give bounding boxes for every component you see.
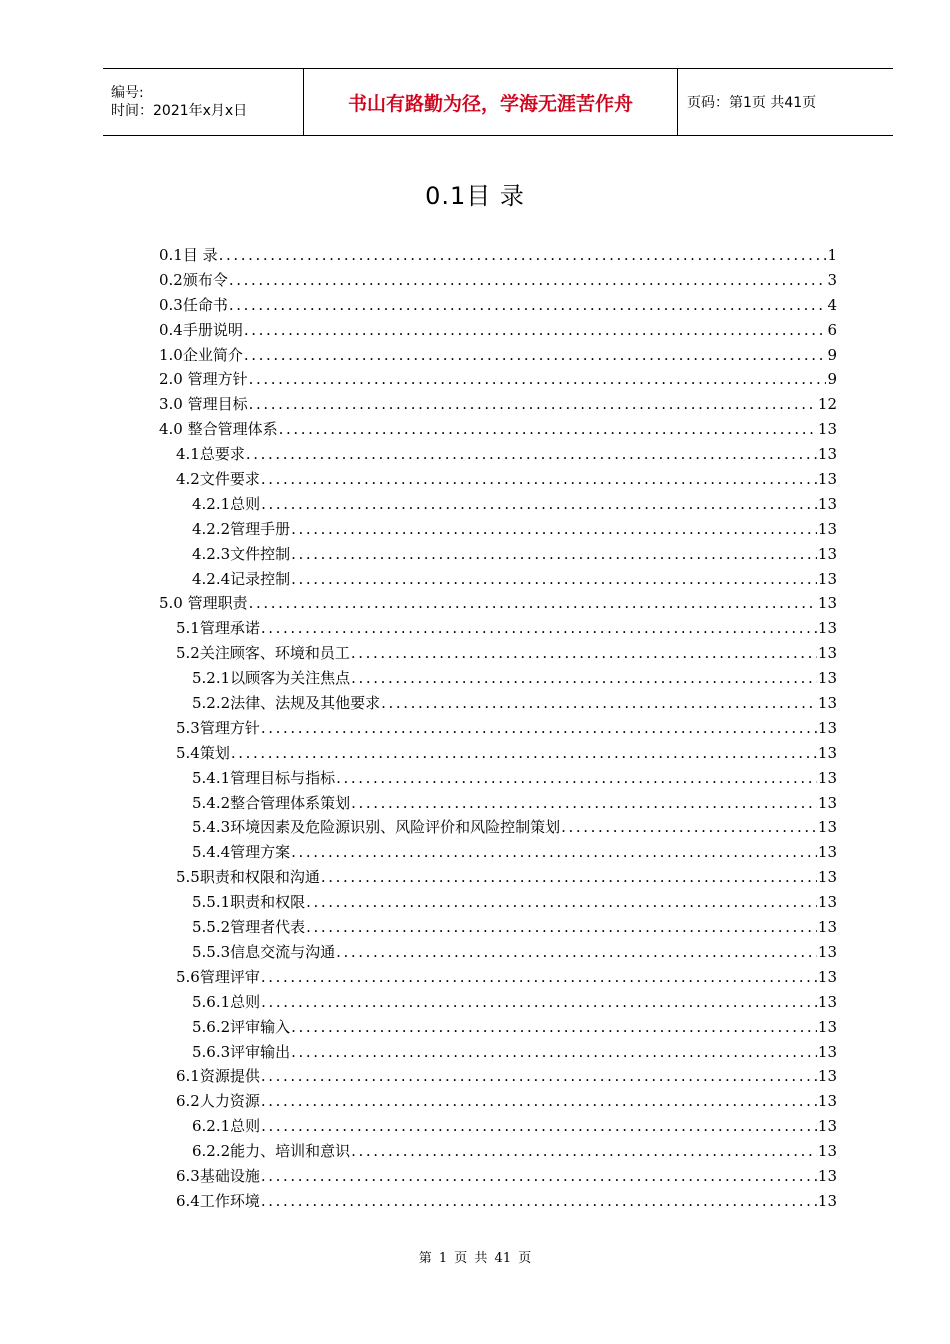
toc-entry-label: 5.6.3评审输出 [192, 1042, 291, 1061]
toc-dot-leader [261, 1167, 817, 1185]
toc-entry-label: 5.5.3信息交流与沟通 [192, 942, 336, 961]
toc-dot-leader [561, 818, 817, 836]
toc-dot-leader [229, 271, 827, 289]
toc-entry-page: 13 [817, 619, 837, 638]
toc-entry[interactable] [159, 891, 837, 916]
toc-entry-page: 13 [817, 992, 837, 1011]
toc-entry-page: 13 [817, 1067, 837, 1086]
toc-dot-leader [351, 794, 817, 812]
toc-entry-page: 13 [817, 942, 837, 961]
toc-dot-leader [306, 918, 817, 936]
toc-entry-page: 6 [827, 320, 837, 339]
toc-entry[interactable] [159, 717, 837, 742]
toc-entry-page: 13 [817, 868, 837, 887]
toc-entry-label: 1.0企业简介 [159, 345, 243, 364]
toc-dot-leader [279, 420, 817, 438]
toc-entry-label: 5.4策划 [176, 743, 230, 762]
toc-entry[interactable] [159, 543, 837, 568]
toc-entry-page: 12 [817, 395, 837, 414]
toc-entry[interactable] [159, 443, 837, 468]
toc-dot-leader [229, 296, 827, 314]
toc-dot-leader [231, 744, 817, 762]
toc-entry-label: 5.6.1总则 [192, 992, 261, 1011]
toc-entry-label: 5.4.2整合管理体系策划 [192, 793, 351, 812]
toc-entry-page: 13 [817, 694, 837, 713]
toc-dot-leader [261, 968, 817, 986]
toc-entry-label: 6.2.1总则 [192, 1117, 261, 1136]
toc-entry-label: 6.4工作环境 [176, 1191, 260, 1210]
toc-entry-label: 4.0 整合管理体系 [159, 420, 278, 439]
toc-entry-label: 4.2.1总则 [192, 494, 261, 513]
toc-entry-label: 4.1总要求 [176, 445, 245, 464]
toc-entry-label: 5.6.2评审输入 [192, 1017, 291, 1036]
toc-entry-page: 13 [817, 1017, 837, 1036]
toc-dot-leader [261, 495, 817, 513]
toc-entry-page: 13 [817, 818, 837, 837]
toc-entry[interactable] [159, 841, 837, 866]
toc-entry[interactable] [159, 916, 837, 941]
toc-entry-label: 4.2.3文件控制 [192, 544, 291, 563]
toc-entry-page: 13 [817, 644, 837, 663]
toc-entry[interactable] [159, 667, 837, 692]
toc-dot-leader [336, 943, 817, 961]
toc-entry[interactable] [159, 1190, 837, 1215]
toc-entry[interactable] [159, 269, 837, 294]
toc-entry-page: 13 [817, 743, 837, 762]
toc-entry-label: 6.2人力资源 [176, 1092, 260, 1111]
toc-entry-label: 3.0 管理目标 [159, 395, 248, 414]
toc-dot-leader [246, 445, 817, 463]
toc-entry-page: 13 [817, 1092, 837, 1111]
toc-entry-label: 5.2.1以顾客为关注焦点 [192, 669, 351, 688]
toc-dot-leader [291, 1018, 817, 1036]
toc-entry-page: 13 [817, 594, 837, 613]
toc-entry-page: 13 [817, 793, 837, 812]
toc-entry-page: 13 [817, 1142, 837, 1161]
toc-entry-label: 5.3管理方针 [176, 718, 260, 737]
toc-entry-page: 13 [817, 519, 837, 538]
toc-dot-leader [261, 993, 817, 1011]
toc-entry-label: 5.5.2管理者代表 [192, 918, 306, 937]
toc-entry-page: 13 [817, 768, 837, 787]
toc-entry-label: 0.4手册说明 [159, 320, 243, 339]
toc-dot-leader [249, 594, 817, 612]
toc-entry-page: 4 [827, 295, 837, 314]
toc-dot-leader [261, 619, 817, 637]
toc-entry-page: 3 [827, 270, 837, 289]
number-label: 编号: [111, 85, 144, 101]
header-page-info: 页码：第1页 共41页 [687, 95, 817, 111]
toc-entry-label: 5.0 管理职责 [159, 594, 248, 613]
toc-entry-page: 13 [817, 918, 837, 937]
toc-entry[interactable] [159, 816, 837, 841]
toc-entry-label: 0.3任命书 [159, 295, 228, 314]
toc-entry-page: 1 [827, 246, 837, 264]
toc-entry-page: 13 [817, 569, 837, 588]
toc-entry[interactable] [159, 294, 837, 319]
toc-dot-leader [261, 719, 817, 737]
toc-entry-page: 13 [817, 544, 837, 563]
toc-entry[interactable] [159, 866, 837, 891]
toc-entry-page: 13 [817, 445, 837, 464]
toc-entry[interactable] [159, 1090, 837, 1115]
toc-entry-page: 13 [817, 718, 837, 737]
toc-entry[interactable] [159, 368, 837, 393]
toc-dot-leader [291, 570, 817, 588]
toc-entry[interactable] [159, 568, 837, 593]
toc-entry[interactable] [159, 493, 837, 518]
toc-entry[interactable] [159, 941, 837, 966]
toc-entry[interactable] [159, 244, 837, 269]
toc-entry[interactable] [159, 1140, 837, 1165]
toc-entry-label: 4.2文件要求 [176, 470, 260, 489]
toc-entry-page: 13 [817, 1166, 837, 1185]
toc-entry[interactable] [159, 642, 837, 667]
toc-dot-leader [244, 346, 827, 364]
toc-dot-leader [291, 520, 817, 538]
toc-entry[interactable] [159, 418, 837, 443]
page-footer: 第 1 页 共 41 页 [418, 1251, 532, 1266]
toc-entry[interactable] [159, 1115, 837, 1140]
toc-entry-page: 9 [827, 370, 837, 389]
toc-dot-leader [244, 321, 827, 339]
header-meta [103, 69, 304, 135]
toc-entry[interactable] [159, 1016, 837, 1041]
toc-dot-leader [249, 370, 827, 388]
toc-dot-leader [261, 1092, 817, 1110]
toc-entry-label: 5.4.1管理目标与指标 [192, 768, 336, 787]
toc-entry[interactable] [159, 617, 837, 642]
toc-entry[interactable] [159, 742, 837, 767]
toc-dot-leader [351, 669, 817, 687]
toc-entry-label: 0.1目 录 [159, 246, 218, 264]
toc-entry-page: 13 [817, 1117, 837, 1136]
toc-dot-leader [261, 470, 817, 488]
toc-entry[interactable] [159, 592, 837, 617]
toc-entry-page: 13 [817, 494, 837, 513]
toc-entry[interactable] [159, 468, 837, 493]
toc-entry-label: 4.2.2管理手册 [192, 519, 291, 538]
toc-dot-leader [291, 1043, 817, 1061]
table-of-contents [159, 244, 837, 1215]
toc-dot-leader [381, 694, 817, 712]
toc-entry-label: 5.5.1职责和权限 [192, 893, 306, 912]
toc-entry[interactable] [159, 1065, 837, 1090]
page-header [103, 68, 893, 136]
toc-dot-leader [351, 1142, 817, 1160]
toc-entry-page: 9 [827, 345, 837, 364]
toc-entry[interactable] [159, 319, 837, 344]
toc-dot-leader [219, 246, 827, 264]
toc-entry[interactable] [159, 792, 837, 817]
toc-dot-leader [261, 1067, 817, 1085]
toc-entry-label: 2.0 管理方针 [159, 370, 248, 389]
time-label: 时间：2021年x月x日 [111, 103, 248, 119]
toc-entry-label: 5.4.4管理方案 [192, 843, 291, 862]
toc-entry-page: 13 [817, 967, 837, 986]
toc-entry-label: 6.3基础设施 [176, 1166, 260, 1185]
toc-entry-label: 5.6管理评审 [176, 967, 260, 986]
toc-dot-leader [306, 893, 817, 911]
toc-entry[interactable] [159, 1165, 837, 1190]
toc-entry[interactable] [159, 344, 837, 369]
toc-dot-leader [291, 545, 817, 563]
toc-entry-page: 13 [817, 470, 837, 489]
toc-entry-label: 5.2.2法律、法规及其他要求 [192, 694, 381, 713]
toc-dot-leader [261, 1192, 817, 1210]
toc-entry-page: 13 [817, 1042, 837, 1061]
toc-entry-page: 13 [817, 1191, 837, 1210]
toc-entry[interactable] [159, 393, 837, 418]
toc-entry-label: 0.2颁布令 [159, 270, 228, 289]
toc-dot-leader [261, 1117, 817, 1135]
toc-dot-leader [336, 769, 817, 787]
toc-entry-page: 13 [817, 843, 837, 862]
toc-dot-leader [291, 843, 817, 861]
toc-entry-label: 5.2关注顾客、环境和员工 [176, 644, 350, 663]
toc-entry-page: 13 [817, 893, 837, 912]
toc-entry[interactable] [159, 692, 837, 717]
toc-entry-label: 5.1管理承诺 [176, 619, 260, 638]
toc-entry[interactable] [159, 1041, 837, 1066]
toc-dot-leader [249, 395, 817, 413]
page-title: 0.1目 录 [425, 182, 525, 210]
toc-entry[interactable] [159, 966, 837, 991]
toc-entry-label: 6.1资源提供 [176, 1067, 260, 1086]
toc-entry[interactable] [159, 991, 837, 1016]
toc-entry-page: 13 [817, 669, 837, 688]
toc-entry-label: 5.4.3环境因素及危险源识别、风险评价和风险控制策划 [192, 818, 561, 837]
toc-entry-label: 4.2.4记录控制 [192, 569, 291, 588]
toc-entry-page: 13 [817, 420, 837, 439]
toc-entry-label: 6.2.2能力、培训和意识 [192, 1142, 351, 1161]
header-motto: 书山有路勤为径，学海无涯苦作舟 [304, 69, 678, 135]
toc-entry[interactable] [159, 518, 837, 543]
toc-entry[interactable] [159, 767, 837, 792]
toc-dot-leader [351, 644, 817, 662]
toc-entry-label: 5.5职责和权限和沟通 [176, 868, 320, 887]
toc-dot-leader [321, 868, 817, 886]
